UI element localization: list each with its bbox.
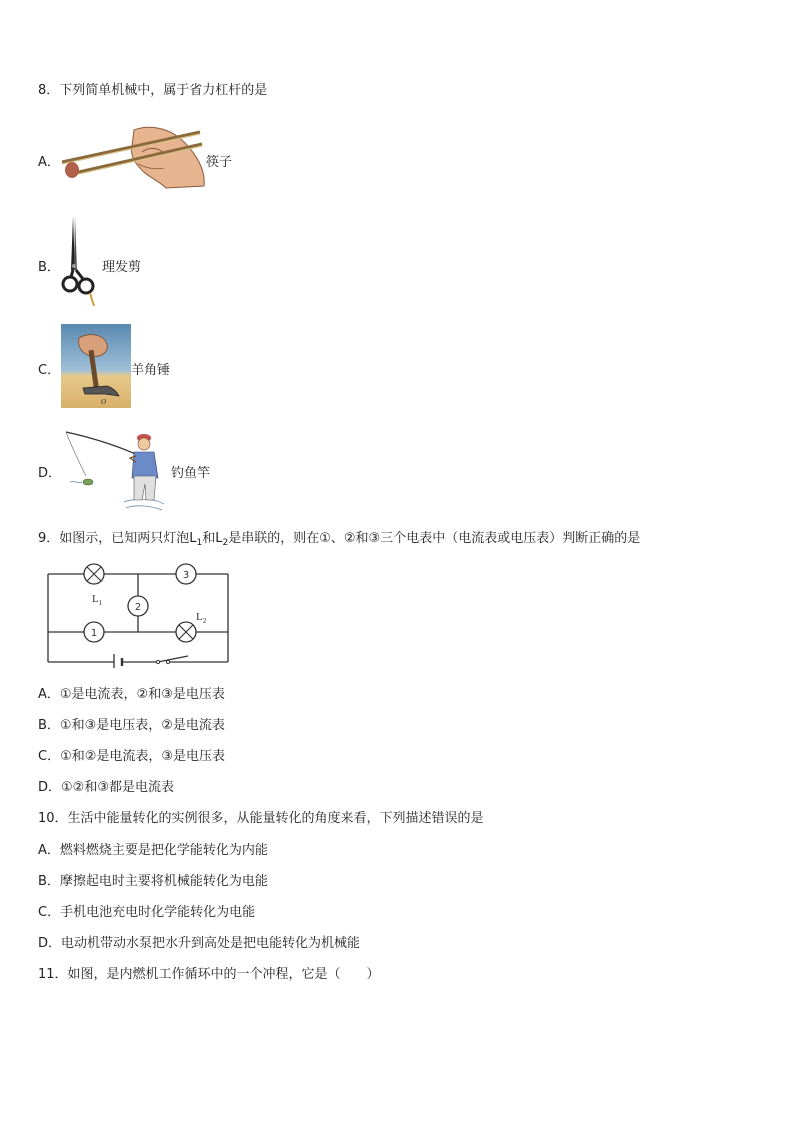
q9-option-c: C．①和②是电流表，③是电压表 bbox=[38, 749, 226, 764]
q9-stem-mid: 和L bbox=[202, 531, 223, 546]
q8-option-d-letter: D． bbox=[38, 466, 62, 481]
q10-option-c: C．手机电池充电时化学能转化为电能 bbox=[38, 905, 256, 920]
circuit-diagram bbox=[44, 560, 234, 668]
claw-hammer-image bbox=[61, 324, 131, 408]
q8-option-c-letter: C． bbox=[38, 363, 61, 378]
q9-option-d: D．①②和③都是电流表 bbox=[38, 780, 174, 795]
q9-stem-pre: 9．如图示，已知两只灯泡L bbox=[38, 531, 197, 546]
lamp-l2 bbox=[176, 622, 196, 642]
chopsticks-image bbox=[60, 124, 208, 190]
q8-stem: 8．下列简单机械中，属于省力杠杆的是 bbox=[38, 83, 268, 98]
fishing-image bbox=[64, 428, 168, 512]
svg-text:3: 3 bbox=[182, 570, 190, 581]
q8-option-c-label: 羊角锤 bbox=[131, 363, 171, 378]
q9-stem-post: 是串联的，则在①、②和③三个电表中（电流表或电压表）判断正确的是 bbox=[228, 531, 641, 546]
q9-sub-2: 2 bbox=[222, 538, 229, 548]
q11-stem: 11．如图，是内燃机工作循环中的一个冲程，它是（ ） bbox=[38, 967, 380, 982]
lamp-l2-label: $L_2$ bbox=[196, 611, 207, 625]
q9-option-a: A．①是电流表，②和③是电压表 bbox=[38, 687, 225, 702]
q9-sub-1: 1 bbox=[196, 538, 203, 548]
q9-stem bbox=[38, 530, 640, 552]
q10-option-a: A．燃料燃烧主要是把化学能转化为内能 bbox=[38, 843, 268, 858]
meter-2 bbox=[128, 596, 148, 616]
svg-text:2: 2 bbox=[134, 602, 142, 613]
svg-text:1: 1 bbox=[90, 628, 98, 639]
lamp-l1-label: $L_1$ bbox=[92, 593, 103, 607]
q10-option-d: D．电动机带动水泵把水升到高处是把电能转化为机械能 bbox=[38, 936, 361, 951]
svg-text:O: O bbox=[101, 398, 107, 406]
q8-option-b-letter: B． bbox=[38, 260, 60, 275]
q8-option-a-letter: A． bbox=[38, 155, 60, 170]
scissors-image bbox=[58, 214, 100, 310]
lamp-l1 bbox=[84, 564, 104, 584]
q10-option-b: B．摩擦起电时主要将机械能转化为电能 bbox=[38, 874, 268, 889]
meter-3 bbox=[176, 564, 196, 584]
q8-option-d-label: 钓鱼竿 bbox=[171, 466, 211, 481]
q8-option-b-label: 理发剪 bbox=[102, 260, 142, 275]
q10-stem: 10．生活中能量转化的实例很多，从能量转化的角度来看，下列描述错误的是 bbox=[38, 811, 484, 826]
meter-1 bbox=[84, 622, 104, 642]
q9-option-b: B．①和③是电压表，②是电流表 bbox=[38, 718, 225, 733]
q8-option-a-label: 筷子 bbox=[206, 155, 233, 170]
